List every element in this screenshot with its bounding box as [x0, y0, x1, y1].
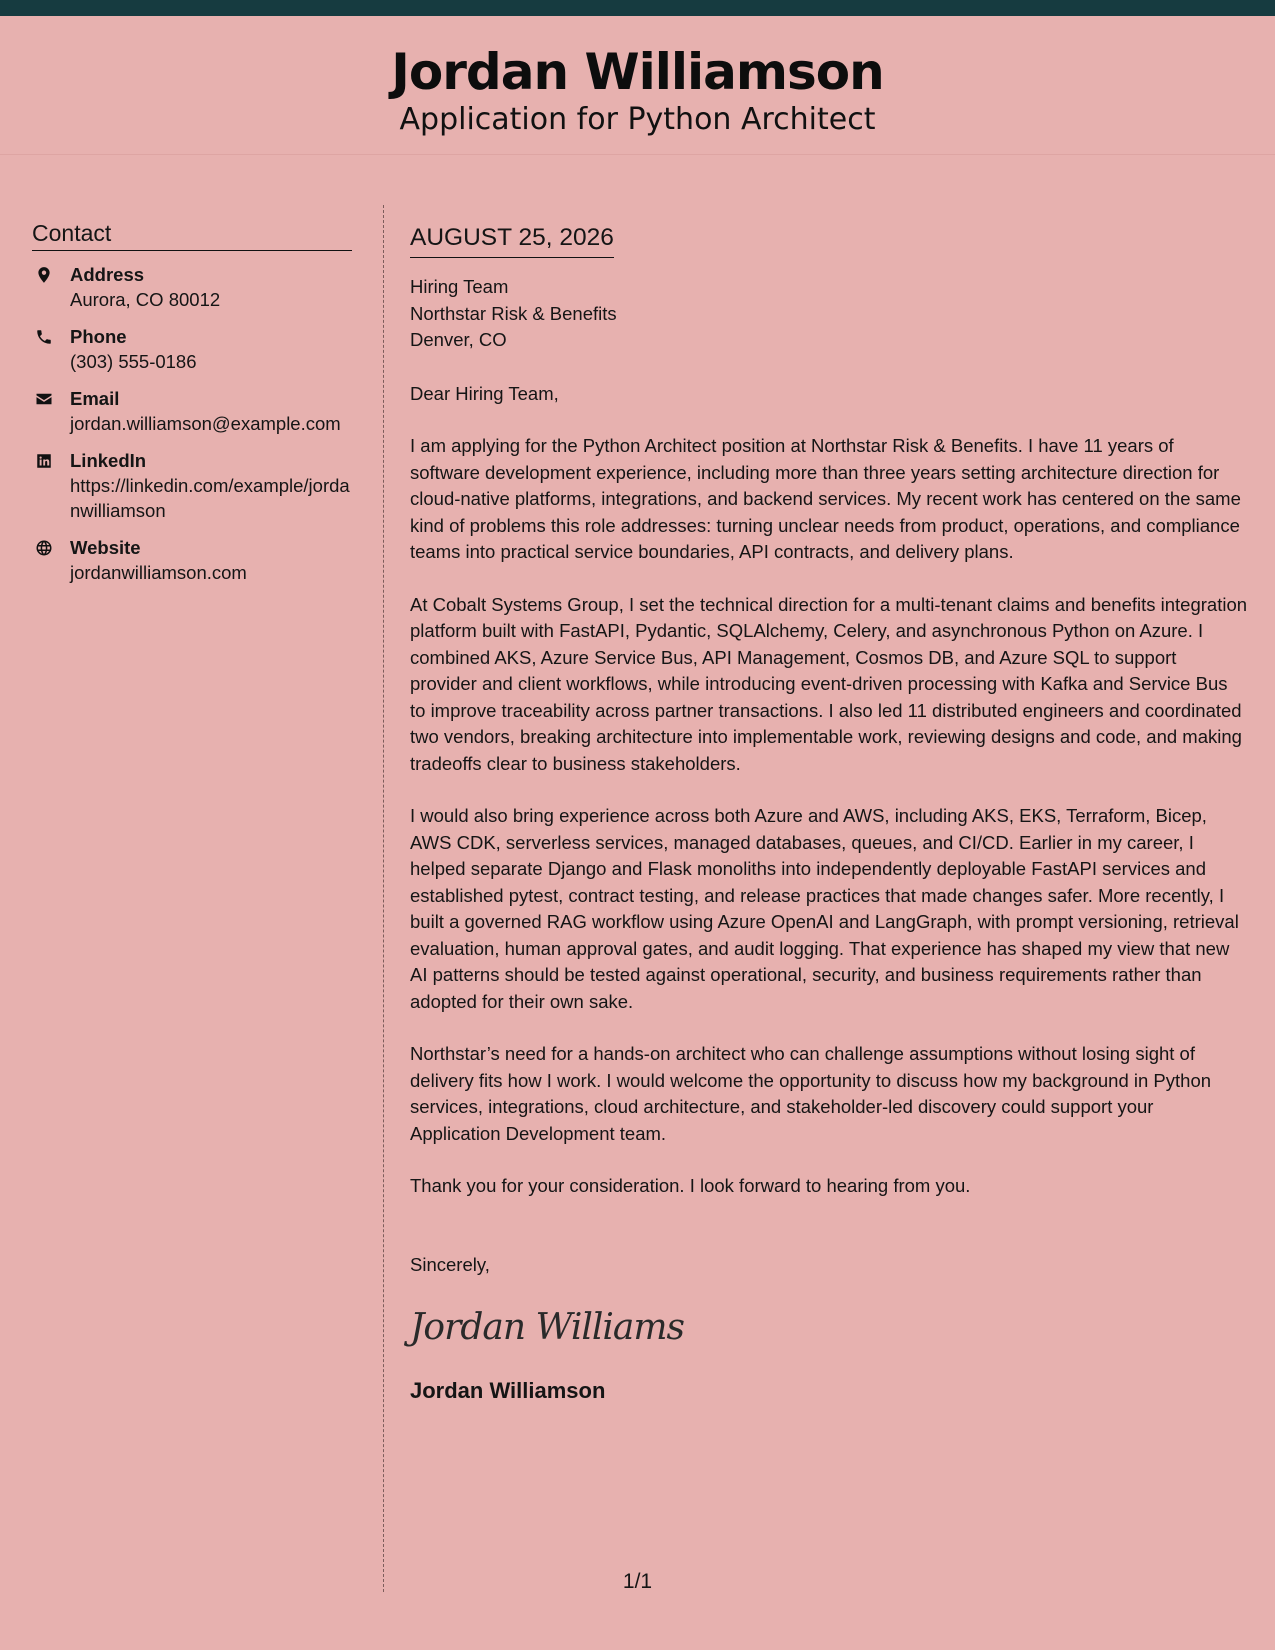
contact-label: Address [70, 264, 145, 285]
handwritten-signature: Jordan Williams [410, 1307, 684, 1348]
contact-heading: Contact [32, 220, 352, 251]
application-subtitle: Application for Python Architect [399, 102, 876, 137]
envelope-icon [32, 387, 70, 436]
recipient-line: Denver, CO [410, 329, 507, 350]
recipient-line: Hiring Team [410, 276, 509, 297]
letter-paragraph: I am applying for the Python Architect position at Northstar Risk & Benefits. I have 11 years of software development experience, including more than three years setting architecture direction for cloud-native platforms, integrations, and backend services. My recent work has centered on the same kind of problems this role addresses: turning unclear needs from product, operations, and compliance teams into practical service boundaries, API contracts, and delivery plans. [410, 435, 1241, 562]
greeting: Dear Hiring Team, [410, 382, 559, 404]
recipient-block [410, 274, 1248, 354]
contact-item-linkedin [32, 449, 352, 523]
closing: Sincerely, [410, 1253, 490, 1275]
contact-value: jordan.williamson@example.com [70, 413, 341, 434]
letter-body [410, 222, 1248, 1405]
letter-paragraph: I would also bring experience across both Azure and AWS, including AKS, EKS, Terraform, Bicep, AWS CDK, serverless services, managed databases, queues, and CI/CD. Earlier in my career, I helped separate Django and Flask monoliths into independently deployable FastAPI services and established pytest, contract testing, and release practices that made changes safer. More recently, I built a governed RAG workflow using Azure OpenAI and LangGraph, with prompt versioning, retrieval evaluation, human approval gates, and audit logging. That experience has shaped my view that new AI patterns should be tested against operational, security, and business requirements rather than adopted for their own sake. [410, 805, 1239, 1012]
recipient-line: Northstar Risk & Benefits [410, 302, 617, 324]
contact-item-email [32, 387, 352, 436]
contact-label: Email [70, 388, 120, 409]
page-number: 1/1 [622, 1570, 653, 1593]
column-divider [383, 205, 384, 1592]
signer-name: Jordan Williamson [410, 1378, 606, 1403]
contact-item-address [32, 263, 352, 312]
contact-item-phone [32, 325, 352, 374]
contact-value: jordanwilliamson.com [70, 562, 247, 583]
contact-value: Aurora, CO 80012 [70, 289, 221, 310]
letter-paragraph: Thank you for your consideration. I look forward to hearing from you. [410, 1175, 971, 1196]
contact-item-website [32, 536, 352, 585]
contact-value: https://linkedin.com/example/jordanwilliamson [70, 475, 350, 521]
linkedin-icon [32, 449, 70, 523]
contact-label: Phone [70, 326, 127, 347]
applicant-name: Jordan Williamson [391, 43, 884, 101]
map-pin-icon [32, 263, 70, 312]
phone-icon [32, 325, 70, 374]
contact-label: LinkedIn [70, 450, 147, 471]
letter-date: AUGUST 25, 2026 [410, 222, 614, 258]
letter-paragraph: Northstar’s need for a hands-on architect who can challenge assumptions without losing sight of delivery fits how I work. I would welcome the opportunity to discuss how my background in Python services, integrations, cloud architecture, and stakeholder-led discovery could support your Application Development team. [410, 1043, 1212, 1144]
letter-header [0, 16, 1275, 155]
contact-sidebar [32, 220, 352, 598]
letter-paragraph: At Cobalt Systems Group, I set the technical direction for a multi-tenant claims and benefits integration platform built with FastAPI, Pydantic, SQLAlchemy, Celery, and asynchronous Python on Azure. I combined AKS, Azure Service Bus, API Management, Cosmos DB, and Azure SQL to support provider and client workflows, while introducing event-driven processing with Kafka and Service Bus to improve traceability across partner transactions. I also led 11 distributed engineers and coordinated two vendors, breaking architecture into implementable work, reviewing designs and code, and making tradeoffs clear to business stakeholders. [410, 593, 1248, 774]
contact-list [32, 263, 352, 585]
top-accent-bar [0, 0, 1275, 16]
contact-label: Website [70, 537, 141, 558]
contact-value: (303) 555-0186 [70, 351, 197, 372]
globe-icon [32, 536, 70, 585]
